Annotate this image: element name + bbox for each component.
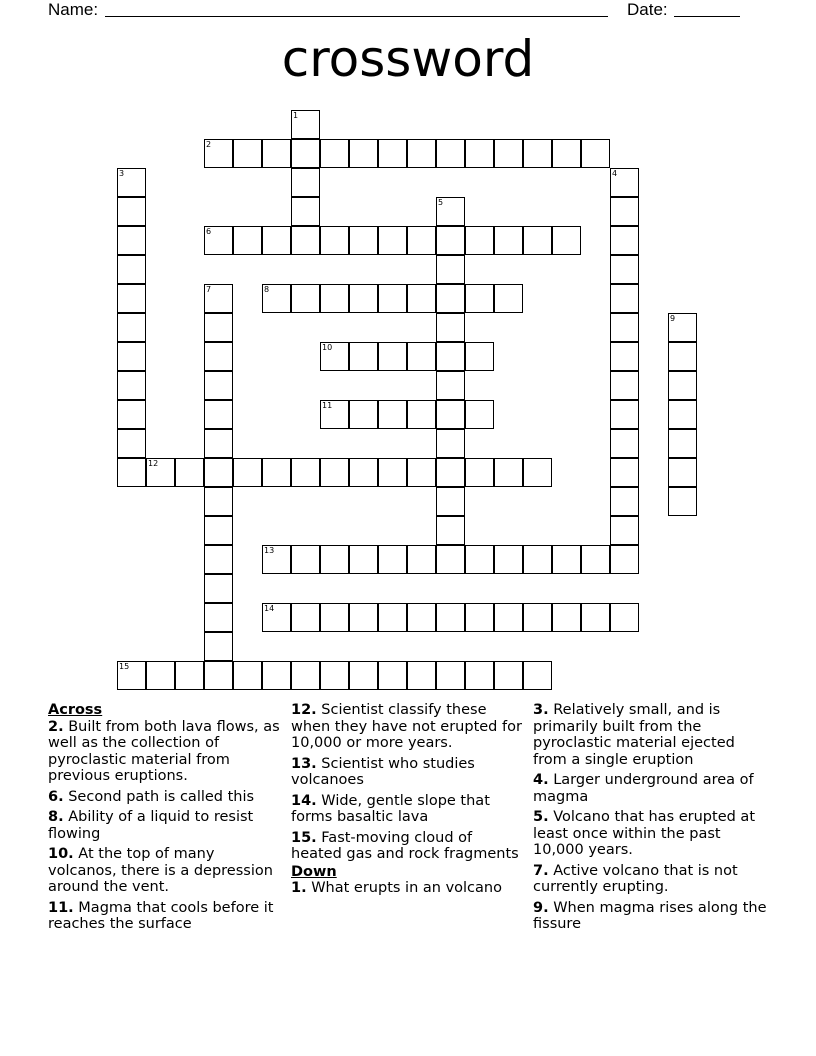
grid-cell[interactable] [668,371,697,400]
grid-cell[interactable] [465,603,494,632]
grid-cell[interactable] [349,458,378,487]
grid-cell[interactable] [378,284,407,313]
grid-cell[interactable] [204,284,233,313]
grid-cell[interactable] [204,371,233,400]
clue-across-14 [291,793,527,826]
grid-cell[interactable] [204,400,233,429]
clues-column-2 [291,702,527,901]
clue-down-4 [533,772,769,805]
grid-cell[interactable] [349,545,378,574]
clue-across-2 [48,719,284,785]
grid-cell[interactable] [204,516,233,545]
date-label: Date: [627,0,668,19]
grid-cell[interactable] [465,458,494,487]
grid-cell[interactable] [668,487,697,516]
grid-cell[interactable] [610,516,639,545]
grid-cell[interactable] [117,458,146,487]
clue-down-7 [533,863,769,896]
clue-text: At the top of many volcanos, there is a depression around the vent. [48,846,273,895]
grid-cell[interactable] [436,313,465,342]
grid-cell[interactable] [407,458,436,487]
clue-number: 9. [533,899,549,916]
grid-cell[interactable] [204,313,233,342]
clue-number: 14. [291,792,317,809]
grid-cell[interactable] [262,284,291,313]
clue-number: 7. [533,862,549,879]
grid-cell[interactable] [436,226,465,255]
grid-cell[interactable] [291,197,320,226]
cell-number: 12 [148,459,159,468]
grid-cell[interactable] [465,545,494,574]
grid-cell[interactable] [610,429,639,458]
cell-number: 6 [206,227,212,236]
grid-cell[interactable] [581,139,610,168]
grid-cell[interactable] [436,603,465,632]
clue-number: 6. [48,788,64,805]
grid-cell[interactable] [494,545,523,574]
grid-cell[interactable] [610,255,639,284]
cell-number: 13 [264,546,275,555]
clue-text: Larger underground area of magma [533,772,754,805]
clue-number: 15. [291,829,317,846]
grid-cell[interactable] [378,400,407,429]
grid-cell[interactable] [610,371,639,400]
grid-cell[interactable] [610,168,639,197]
grid-cell[interactable] [610,342,639,371]
grid-cell[interactable] [465,342,494,371]
clue-text: Magma that cools before it reaches the surface [48,899,274,932]
grid-cell[interactable] [175,458,204,487]
grid-cell[interactable] [262,226,291,255]
cell-number: 2 [206,140,212,149]
grid-cell[interactable] [378,458,407,487]
grid-cell[interactable] [581,603,610,632]
grid-cell[interactable] [668,458,697,487]
name-label: Name: [48,0,99,19]
grid-cell[interactable] [610,545,639,574]
grid-cell[interactable] [523,661,552,690]
grid-cell[interactable] [407,603,436,632]
grid-cell[interactable] [262,603,291,632]
grid-cell[interactable] [494,226,523,255]
grid-cell[interactable] [436,342,465,371]
cell-number: 4 [612,169,618,178]
grid-cell[interactable] [291,168,320,197]
grid-cell[interactable] [117,168,146,197]
grid-cell[interactable] [523,603,552,632]
grid-cell[interactable] [552,603,581,632]
cell-number: 11 [322,401,333,410]
grid-cell[interactable] [349,284,378,313]
cell-number: 10 [322,343,333,352]
clue-down-5 [533,809,769,859]
grid-cell[interactable] [668,313,697,342]
grid-cell[interactable] [407,661,436,690]
grid-cell[interactable] [291,458,320,487]
clue-number: 3. [533,702,549,718]
grid-cell[interactable] [349,661,378,690]
grid-cell[interactable] [523,226,552,255]
grid-cell[interactable] [610,603,639,632]
clue-text: Scientist who studies volcanoes [291,755,475,788]
grid-cell[interactable] [494,139,523,168]
grid-cell[interactable] [117,661,146,690]
grid-cell[interactable] [349,139,378,168]
grid-cell[interactable] [291,110,320,139]
grid-cell[interactable] [233,661,262,690]
clue-number: 12. [291,702,317,718]
grid-cell[interactable] [552,139,581,168]
grid-cell[interactable] [320,226,349,255]
clue-number: 4. [533,772,549,788]
grid-cell[interactable] [668,429,697,458]
grid-cell[interactable] [204,661,233,690]
clue-down-3 [533,702,769,768]
clues-column-1 [48,702,284,937]
clue-across-6 [48,789,284,806]
grid-cell[interactable] [494,603,523,632]
grid-cell[interactable] [552,545,581,574]
grid-cell[interactable] [610,400,639,429]
grid-cell[interactable] [349,342,378,371]
grid-cell[interactable] [407,400,436,429]
grid-cell[interactable] [204,632,233,661]
grid-cell[interactable] [610,458,639,487]
grid-cell[interactable] [204,574,233,603]
grid-cell[interactable] [610,487,639,516]
grid-cell[interactable] [407,139,436,168]
clue-text: Built from both lava flows, as well as the collection of pyroclastic material from previous eruptions. [48,718,280,784]
grid-cell[interactable] [204,603,233,632]
grid-cell[interactable] [610,226,639,255]
clue-text: Ability of a liquid to resist flowing [48,809,254,842]
clue-number: 8. [48,809,64,825]
grid-cell[interactable] [407,226,436,255]
grid-cell[interactable] [407,545,436,574]
grid-cell[interactable] [465,139,494,168]
grid-cell[interactable] [407,284,436,313]
grid-cell[interactable] [117,371,146,400]
clue-number: 13. [291,755,317,772]
grid-cell[interactable] [117,226,146,255]
grid-cell[interactable] [436,255,465,284]
grid-cell[interactable] [378,342,407,371]
grid-cell[interactable] [291,226,320,255]
clue-number: 11. [48,899,74,916]
grid-cell[interactable] [494,458,523,487]
grid-cell[interactable] [320,400,349,429]
grid-cell[interactable] [465,226,494,255]
cell-number: 9 [670,314,676,323]
grid-cell[interactable] [436,487,465,516]
grid-cell[interactable] [494,284,523,313]
grid-cell[interactable] [117,255,146,284]
grid-cell[interactable] [436,545,465,574]
grid-cell[interactable] [552,226,581,255]
clue-across-10 [48,846,284,896]
grid-cell[interactable] [291,545,320,574]
grid-cell[interactable] [320,545,349,574]
cell-number: 5 [438,198,444,207]
clue-text: When magma rises along the fissure [533,899,767,932]
grid-cell[interactable] [349,400,378,429]
grid-cell[interactable] [291,284,320,313]
grid-cell[interactable] [378,603,407,632]
grid-cell[interactable] [146,458,175,487]
clue-number: 2. [48,718,64,735]
clue-across-13 [291,756,527,789]
grid-cell[interactable] [349,226,378,255]
grid-cell[interactable] [291,603,320,632]
cell-number: 1 [293,111,299,120]
grid-cell[interactable] [320,342,349,371]
grid-cell[interactable] [349,603,378,632]
grid-cell[interactable] [117,342,146,371]
clue-text: Second path is called this [68,788,255,805]
grid-cell[interactable] [436,458,465,487]
grid-cell[interactable] [465,661,494,690]
clue-text: Volcano that has erupted at least once within the past 10,000 years. [533,809,756,858]
grid-cell[interactable] [175,661,204,690]
clue-across-12 [291,702,527,752]
grid-cell[interactable] [204,487,233,516]
grid-cell[interactable] [610,313,639,342]
clue-text: Relatively small, and is primarily built from the pyroclastic material ejected from a single eruption [533,702,735,768]
grid-cell[interactable] [117,284,146,313]
cell-number: 15 [119,662,130,671]
grid-cell[interactable] [378,661,407,690]
clue-down-1 [291,880,527,897]
grid-cell[interactable] [465,400,494,429]
grid-cell[interactable] [204,458,233,487]
clue-number: 10. [48,846,74,862]
clue-text: What erupts in an volcano [311,880,502,896]
grid-cell[interactable] [523,139,552,168]
grid-cell[interactable] [204,139,233,168]
grid-cell[interactable] [262,661,291,690]
grid-cell[interactable] [262,458,291,487]
grid-cell[interactable] [523,545,552,574]
across-heading: Across [48,702,103,718]
clue-text: Wide, gentle slope that forms basaltic lava [291,792,490,825]
cell-number: 3 [119,169,125,178]
grid-cell[interactable] [204,226,233,255]
grid-cell[interactable] [320,603,349,632]
grid-cell[interactable] [320,284,349,313]
grid-cell[interactable] [204,342,233,371]
clue-text: Fast-moving cloud of heated gas and rock fragments [291,829,519,862]
clue-across-8 [48,809,284,842]
grid-cell[interactable] [407,342,436,371]
grid-cell[interactable] [320,139,349,168]
grid-cell[interactable] [262,139,291,168]
grid-cell[interactable] [610,284,639,313]
grid-cell[interactable] [610,197,639,226]
grid-cell[interactable] [204,545,233,574]
clue-number: 1. [291,880,307,896]
grid-cell[interactable] [436,429,465,458]
grid-cell[interactable] [378,226,407,255]
grid-cell[interactable] [436,139,465,168]
grid-cell[interactable] [291,139,320,168]
grid-cell[interactable] [494,661,523,690]
cell-number: 14 [264,604,275,613]
down-heading: Down [291,863,337,880]
grid-cell[interactable] [436,516,465,545]
clue-text: Active volcano that is not currently erupting. [533,862,738,895]
clue-across-15 [291,830,527,863]
grid-cell[interactable] [291,661,320,690]
grid-cell[interactable] [233,458,262,487]
grid-cell[interactable] [436,661,465,690]
grid-cell[interactable] [233,226,262,255]
grid-cell[interactable] [378,545,407,574]
grid-cell[interactable] [436,400,465,429]
grid-cell[interactable] [233,139,262,168]
grid-cell[interactable] [436,284,465,313]
grid-cell[interactable] [146,661,175,690]
clue-number: 5. [533,809,549,825]
grid-cell[interactable] [378,139,407,168]
clue-text: Scientist classify these when they have not erupted for 10,000 or more years. [291,702,522,751]
clue-across-11 [48,900,284,933]
grid-cell[interactable] [436,371,465,400]
cell-number: 7 [206,285,212,294]
grid-cell[interactable] [117,429,146,458]
grid-cell[interactable] [668,342,697,371]
grid-cell[interactable] [436,197,465,226]
grid-cell[interactable] [262,545,291,574]
grid-cell[interactable] [204,429,233,458]
grid-cell[interactable] [117,400,146,429]
grid-cell[interactable] [465,284,494,313]
grid-cell[interactable] [320,458,349,487]
clues-column-3 [533,702,769,937]
grid-cell[interactable] [581,545,610,574]
grid-cell[interactable] [117,197,146,226]
grid-cell[interactable] [117,313,146,342]
clue-down-9 [533,900,769,933]
grid-cell[interactable] [668,400,697,429]
cell-number: 8 [264,285,270,294]
page-title: crossword [281,30,535,88]
grid-cell[interactable] [320,661,349,690]
grid-cell[interactable] [523,458,552,487]
